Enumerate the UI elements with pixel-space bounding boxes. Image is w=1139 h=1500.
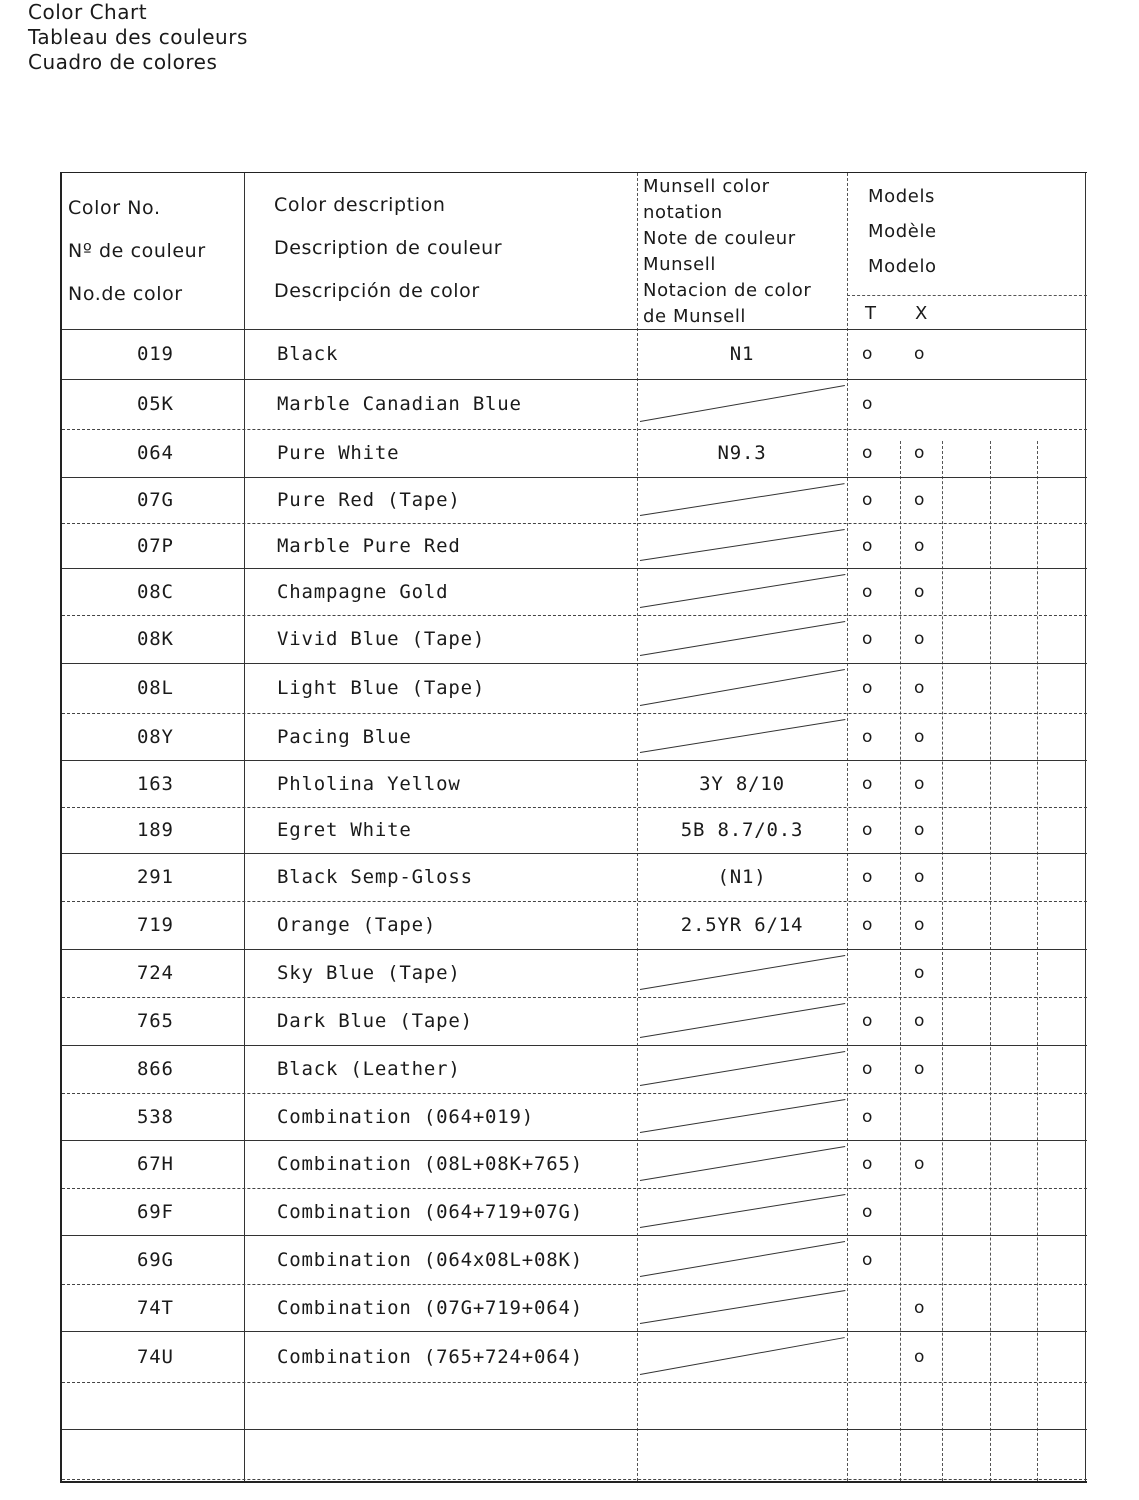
color-description: Marble Canadian Blue [277,393,522,415]
model-x-mark: o [914,678,926,698]
table-row [62,429,1087,478]
color-description: Vivid Blue (Tape) [277,628,486,650]
title-french: Tableau des couleurs [28,25,248,49]
color-description: Combination (064+719+07G) [277,1200,583,1223]
color-number: 866 [137,1058,174,1080]
model-t-mark: o [862,867,874,887]
color-number: 67H [137,1153,174,1175]
model-x-mark: o [914,1059,926,1079]
color-number: 74T [137,1296,174,1319]
table-row [62,615,1087,664]
munsell-notation: (N1) [717,866,767,888]
model-x-mark: o [914,867,926,887]
color-number: 724 [137,962,174,984]
color-number: 019 [137,343,174,365]
color-description: Pacing Blue [277,725,412,748]
chart-titles [28,0,248,75]
model-t-mark: o [862,1106,874,1127]
color-description: Combination (064+019) [277,1105,535,1128]
color-description: Marble Pure Red [277,534,461,557]
munsell-notation: N9.3 [717,442,767,464]
model-t-mark: o [862,1059,874,1079]
color-number: 07G [137,489,174,511]
table-row [62,523,1087,569]
table-row [62,997,1087,1046]
color-description: Black Semp-Gloss [277,866,473,888]
model-t-mark: o [862,1249,874,1270]
model-x-mark: o [914,1011,926,1031]
model-t-mark: o [862,443,874,463]
model-x-mark: o [914,726,926,747]
munsell-notation [637,1382,847,1429]
table-row [62,568,1087,616]
model-x-mark: o [914,443,926,463]
color-description: Combination (07G+719+064) [277,1296,583,1319]
color-description: Dark Blue (Tape) [277,1010,473,1032]
table-row [62,1235,1087,1285]
title-spanish: Cuadro de colores [28,50,218,74]
model-t-mark: o [862,726,874,747]
table-row [62,901,1087,950]
color-description: Combination (064x08L+08K) [277,1248,583,1271]
header-description: Color description Description de couleur Descripción de color [274,194,503,302]
color-description: Combination (765+724+064) [277,1345,583,1368]
table-row [62,807,1087,854]
model-x-mark: o [914,490,926,510]
color-number: 08C [137,580,174,603]
table-row [62,1188,1087,1236]
models-subheader-divider [847,295,1087,296]
color-number: 08K [137,628,174,650]
color-description: Sky Blue (Tape) [277,962,461,984]
color-number: 08Y [137,725,174,748]
model-x-mark: o [914,581,926,602]
color-number: 08L [137,677,174,699]
model-x-mark: o [914,535,926,556]
color-description: Combination (08L+08K+765) [277,1153,583,1175]
header-munsell: Munsell color notation Note de couleur Munsell Notacion de color de Munsell [643,176,812,327]
table-row [62,329,1087,380]
model-t-mark: o [862,629,874,649]
model-t-mark: o [862,1154,874,1174]
model-x-mark: o [914,1297,926,1318]
table-row [62,853,1087,902]
model-t-mark: o [862,1011,874,1031]
color-description: Phlolina Yellow [277,772,461,795]
color-description: Pure Red (Tape) [277,489,461,511]
color-description: Egret White [277,819,412,841]
color-number: 064 [137,442,174,464]
table-row [62,1382,1087,1430]
color-number: 189 [137,819,174,841]
model-x-mark: o [914,1154,926,1174]
table-row [62,663,1087,714]
color-number: 05K [137,393,174,415]
model-t-mark: o [862,820,874,840]
color-number: 719 [137,914,174,936]
model-x-mark: o [914,915,926,935]
model-x-mark: o [914,820,926,840]
color-description: Light Blue (Tape) [277,677,486,699]
model-x-mark: o [914,629,926,649]
color-description: Orange (Tape) [277,914,437,936]
munsell-notation: N1 [729,343,755,365]
color-number: 538 [137,1105,174,1128]
table-row [62,949,1087,998]
color-description: Black [277,343,339,365]
title-english: Color Chart [28,0,148,24]
model-x-mark: o [914,773,926,794]
color-number: 765 [137,1010,174,1032]
color-description: Black (Leather) [277,1058,461,1080]
model-x-mark: o [914,963,926,983]
table-row [62,477,1087,524]
table-row [62,1331,1087,1383]
table-row [62,760,1087,808]
munsell-notation: 3Y 8/10 [699,772,785,795]
model-t-mark: o [862,1201,874,1222]
model-t-mark: o [862,394,874,414]
model-t-mark: o [862,773,874,794]
model-x-mark: o [914,1346,926,1367]
table-row [62,1045,1087,1094]
model-t-mark: o [862,915,874,935]
color-number: 69F [137,1200,174,1223]
color-chart-table [60,172,1087,1483]
munsell-notation: 2.5YR 6/14 [680,914,804,936]
table-row [62,713,1087,761]
munsell-notation [637,1429,847,1479]
model-t-mark: o [862,678,874,698]
model-t-mark: o [862,490,874,510]
table-row [62,379,1087,430]
table-row [62,1284,1087,1332]
table-row [62,1140,1087,1189]
model-t-mark: o [862,535,874,556]
model-t-mark: o [862,344,874,364]
color-number: 69G [137,1248,174,1271]
model-x-label: X [915,303,928,324]
color-description: Champagne Gold [277,580,449,603]
munsell-notation: 5B 8.7/0.3 [680,819,804,841]
model-x-mark: o [914,344,926,364]
model-t-mark: o [862,581,874,602]
color-number: 74U [137,1345,174,1368]
header-models: Models Modèle Modelo [868,186,937,277]
color-number: 291 [137,866,174,888]
table-row [62,1429,1087,1480]
color-number: 07P [137,534,174,557]
color-description: Pure White [277,442,400,464]
color-number: 163 [137,772,174,795]
model-t-label: T [865,303,876,324]
header-color-no: Color No. Nº de couleur No.de color [68,197,206,305]
table-row [62,1093,1087,1141]
